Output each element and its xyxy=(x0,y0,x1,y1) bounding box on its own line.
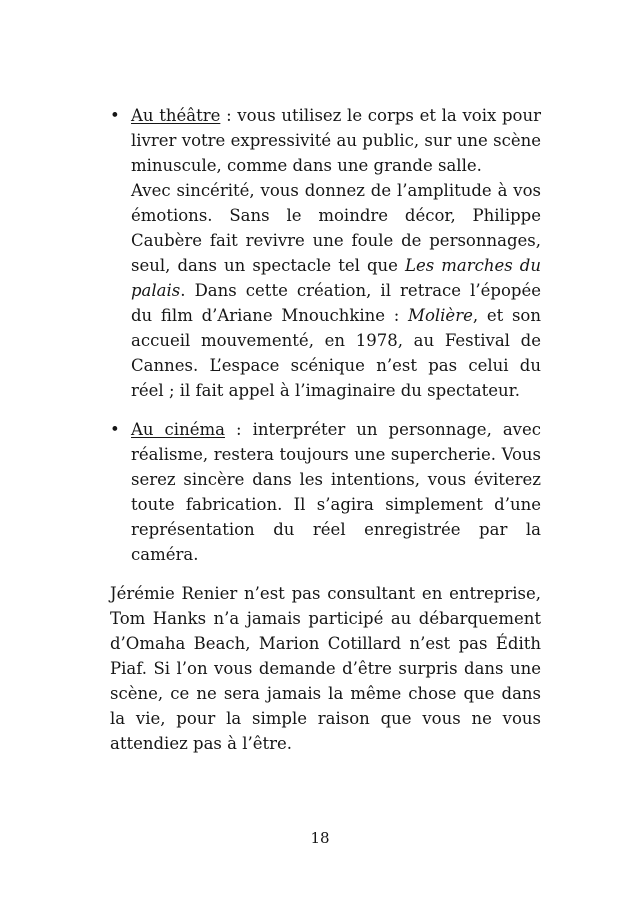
text-run: : interpréter un personnage, avec réalisme, restera toujours une supercherie. Vous serez sincère dans les intentions, vous éviterez toute fabrication. Il s’agira simplement d’une représentation du réel enregistrée par la caméra. xyxy=(131,420,541,564)
bullet-body-theatre xyxy=(131,103,541,403)
bullet-icon: • xyxy=(110,420,120,439)
bullet-item-theatre xyxy=(110,103,541,403)
closing-paragraph: Jérémie Renier n’est pas consultant en entreprise, Tom Hanks n’a jamais participé au débarquement d’Omaha Beach, Marion Cotillard n’est pas Édith Piaf. Si l’on vous demande d’être surpris dans une scène, ce ne sera jamais la même chose que dans la vie, pour la simple raison que vous ne vous attendiez pas à l’être. xyxy=(110,584,541,753)
text-block xyxy=(110,103,541,756)
text-run: : vous utilisez le corps et la voix pour livrer votre expressivité au public, sur une scène minuscule, comme dans une grande salle. xyxy=(131,106,541,175)
bullet-body-cinema xyxy=(131,417,541,567)
underlined-term-theatre: Au théâtre xyxy=(131,106,221,125)
page-number: 18 xyxy=(310,829,330,847)
bullet-icon: • xyxy=(110,106,120,125)
work-title-les-marches-du-palais: Les marches du palais xyxy=(131,256,541,300)
text-run: Avec sincérité, vous donnez de l’amplitude à vos émotions. Sans le moindre décor, Philippe Caubère fait revivre une foule de personnages, seul, dans un spectacle tel que xyxy=(131,181,541,275)
text-run: . Dans cette création, il retrace l’épopée du film d’Ariane Mnouchkine : xyxy=(131,281,541,325)
underlined-term-cinema: Au cinéma xyxy=(131,420,225,439)
paragraph-cinema xyxy=(131,417,541,567)
work-title-moliere: Molière xyxy=(408,306,473,325)
bullet-item-cinema xyxy=(110,417,541,567)
paragraph-theatre-1 xyxy=(131,103,541,178)
paragraph-theatre-2 xyxy=(131,178,541,403)
text-run: , et son accueil mouvementé, en 1978, au Festival de Cannes. L’espace scénique n’est pas celui du réel ; il fait appel à l’imaginaire du spectateur. xyxy=(131,306,541,400)
